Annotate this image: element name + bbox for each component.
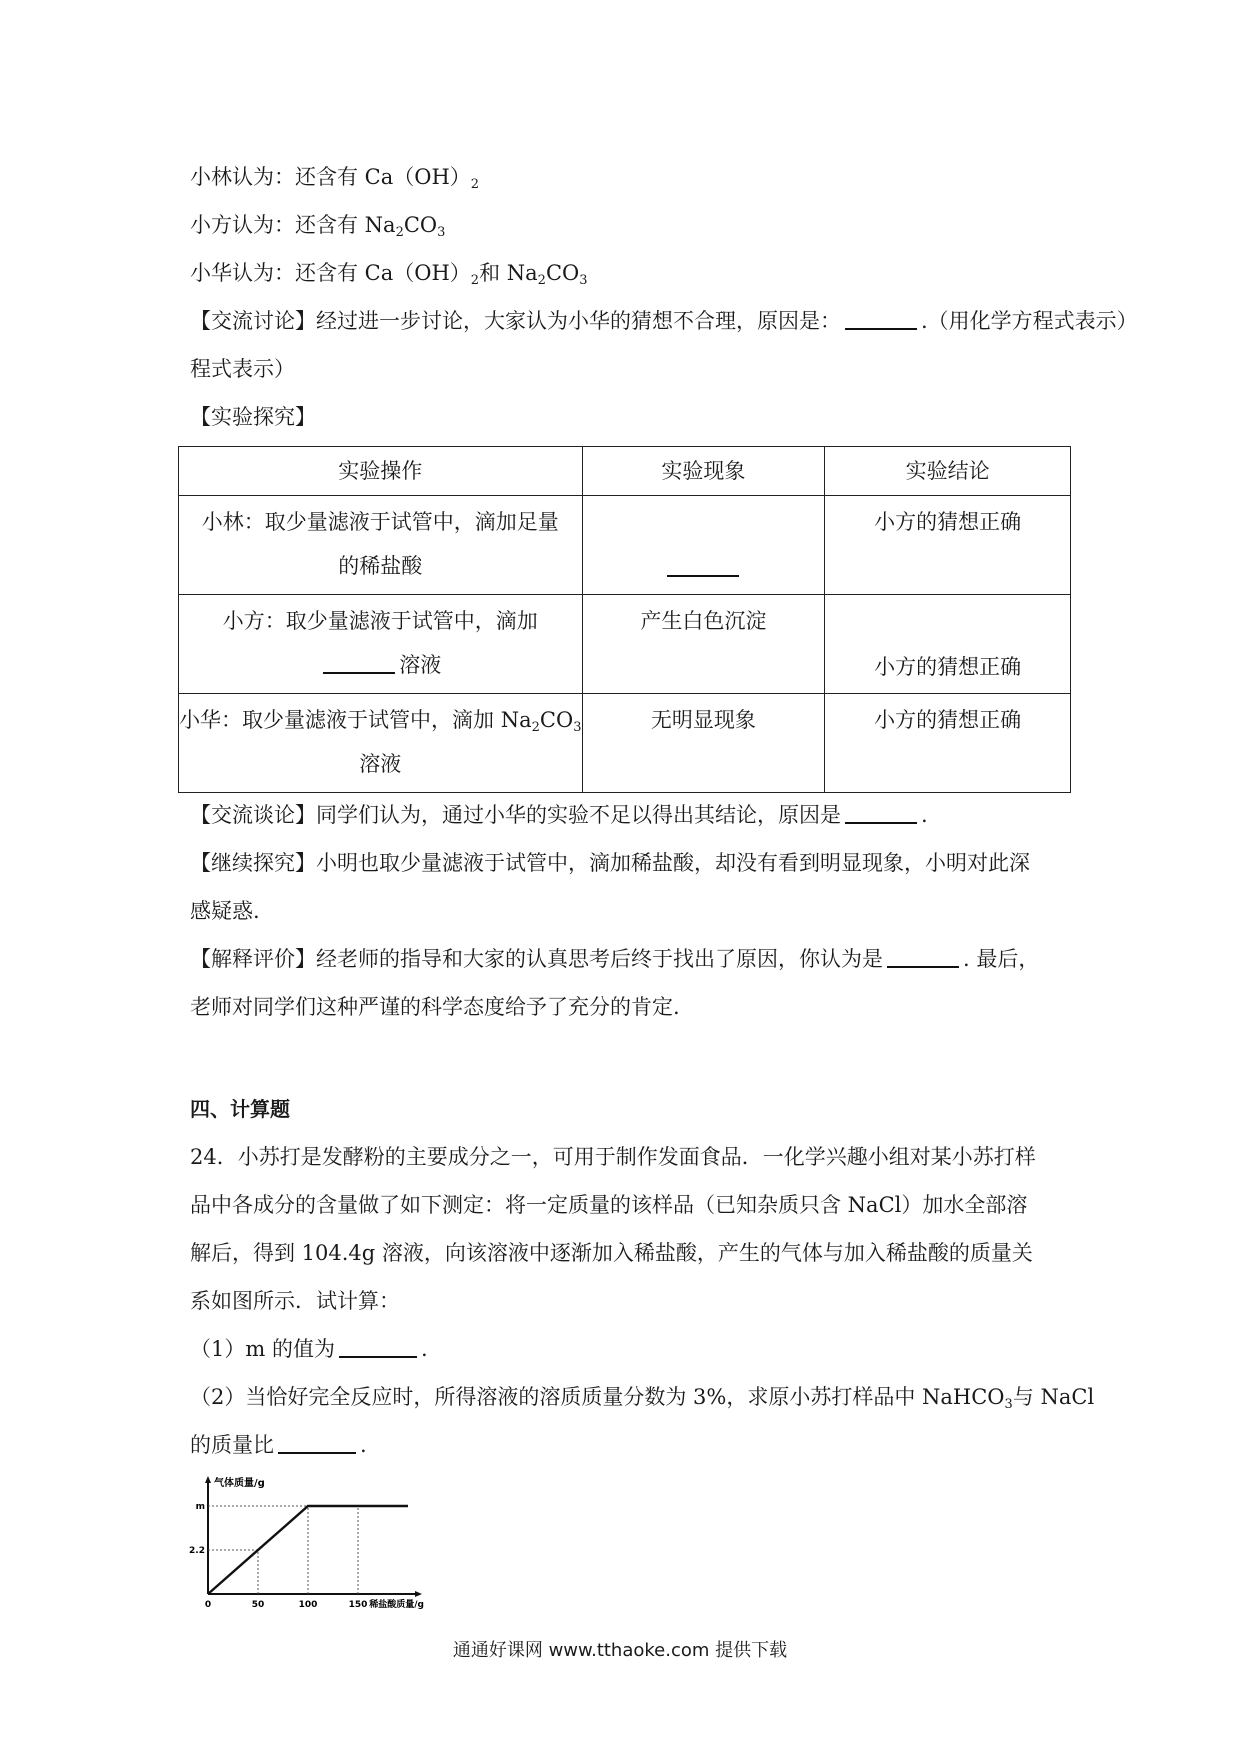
x-tick-label: 100 — [298, 1600, 318, 1610]
text-explain-cont: 老师对同学们这种严谨的科学态度给予了充分的肯定. — [190, 995, 680, 1019]
table-header-cell: 实验现象 — [661, 459, 746, 483]
y-tick-label: 2.2 — [189, 1546, 205, 1556]
question-24-line: 品中各成分的含量做了如下测定：将一定质量的该样品（已知杂质只含 NaCl）加水全部溶 — [190, 1193, 1028, 1217]
x-axis-arrow — [415, 1591, 422, 1597]
table-cell-conclusion: 小方的猜想正确 — [874, 708, 1022, 732]
x-axis-label: 稀盐酸质量/g — [369, 1600, 424, 1610]
experiment-table — [178, 446, 1071, 793]
text-line-xiaolin: 小林认为：还含有 $Ca(OH)_2$ — [190, 165, 480, 192]
question-24-line: 24．小苏打是发酵粉的主要成分之一，可用于制作发面食品．一化学兴趣小组对某小苏打样 — [190, 1145, 1036, 1169]
table-row — [179, 694, 1071, 793]
table-header-row — [179, 447, 1071, 496]
table-cell-conclusion: 小方的猜想正确 — [874, 655, 1022, 679]
answer-blank[interactable] — [323, 652, 395, 674]
text-explain: 【解释评价】经老师的指导和大家的认真思考后终于找出了原因，你认为是 . 最后， — [190, 947, 1040, 971]
section-heading: 四、计算题 — [190, 1097, 290, 1121]
x-tick-label: 50 — [251, 1600, 265, 1610]
table-cell-operation: 小华：取少量滤液于试管中，滴加 $Na_2CO_3$ 溶液 — [179, 708, 582, 776]
y-axis-arrow — [205, 1476, 211, 1483]
question-24-part1: （1）m 的值为 . — [190, 1337, 428, 1361]
table-cell-phenomenon: 产生白色沉淀 — [640, 609, 767, 633]
text-discussion-cont: 程式表示） — [190, 357, 295, 381]
answer-blank[interactable] — [887, 946, 959, 968]
table-header-cell: 实验结论 — [905, 459, 990, 483]
y-tick-label: m — [195, 1502, 205, 1512]
gas-mass-chart — [189, 1474, 452, 1614]
answer-blank[interactable] — [339, 1336, 417, 1358]
text-continue: 【继续探究】小明也取少量滤液于试管中，滴加稀盐酸，却没有看到明显现象，小明对此深 — [190, 851, 1030, 875]
answer-blank[interactable] — [845, 802, 917, 824]
text-talk: 【交流谈论】同学们认为，通过小华的实验不足以得出其结论，原因是 . — [190, 803, 928, 827]
question-24-part2-cont: 的质量比 . — [190, 1433, 367, 1457]
question-24-part2: （2）当恰好完全反应时，所得溶液的溶质质量分数为 3%，求原小苏打样品中 NaHCO$_3$与 NaCl — [190, 1385, 1095, 1412]
text-line-xiaofang: 小方认为：还含有 $Na_2CO_3$ — [190, 213, 446, 240]
x-tick-label: 0 — [204, 1600, 212, 1610]
x-tick-label: 150 — [348, 1600, 368, 1610]
answer-blank[interactable] — [667, 555, 739, 577]
table-row — [179, 595, 1071, 694]
table-cell-operation: 小方：取少量滤液于试管中，滴加 溶液 — [222, 609, 538, 677]
y-axis-label: 气体质量/g — [214, 1478, 265, 1489]
footer-watermark: 通通好课网 www.tthaoke.com 提供下载 — [452, 1640, 788, 1661]
answer-blank[interactable] — [845, 308, 917, 330]
answer-blank[interactable] — [278, 1432, 356, 1454]
text-continue-cont: 感疑惑. — [190, 899, 260, 923]
table-row — [179, 496, 1071, 595]
question-24-line: 系如图所示．试计算： — [190, 1289, 400, 1313]
text-discussion: 【交流讨论】经过进一步讨论，大家认为小华的猜想不合理，原因是： .（用化学方程式表示） — [190, 309, 1138, 333]
table-cell-conclusion: 小方的猜想正确 — [874, 510, 1022, 534]
experiment-heading: 【实验探究】 — [190, 405, 316, 429]
question-24-line: 解后，得到 104.4g 溶液，向该溶液中逐渐加入稀盐酸，产生的气体与加入稀盐酸的质量关 — [190, 1241, 1033, 1265]
table-cell-phenomenon: 无明显现象 — [650, 708, 756, 732]
table-cell-operation: 小林：取少量滤液于试管中，滴加足量 的稀盐酸 — [201, 510, 559, 578]
table-header-cell: 实验操作 — [338, 459, 423, 483]
table-cell-phenomenon — [583, 496, 825, 594]
text-line-xiaohua: 小华认为：还含有 $Ca(OH)_2$和 $Na_2CO_3$ — [190, 261, 588, 288]
